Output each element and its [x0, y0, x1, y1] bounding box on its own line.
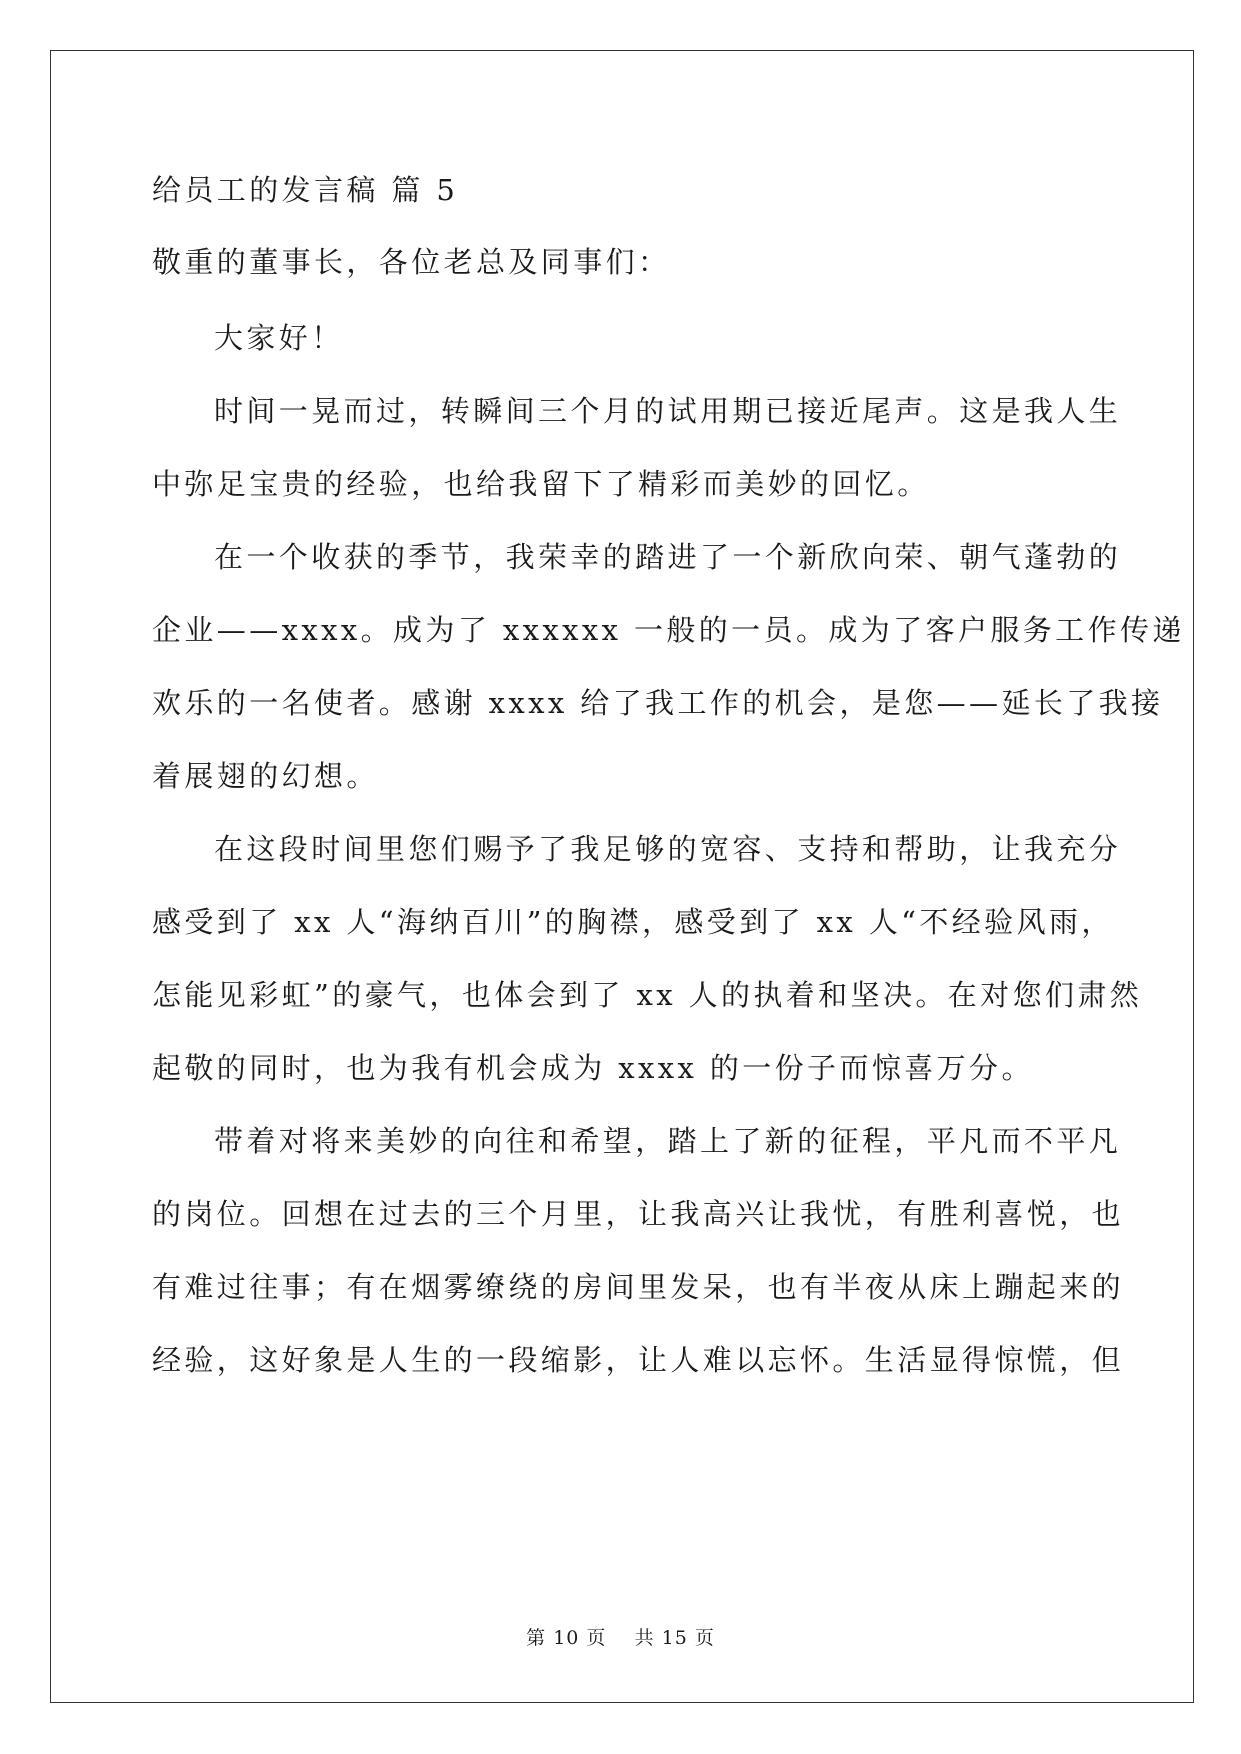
paragraph-2-line-4: 着展翅的幻想。: [152, 759, 379, 793]
paragraph-2-line-3: 欢乐的一名使者。感谢 xxxx 给了我工作的机会，是您——延长了我接: [152, 686, 1164, 720]
page-border: [50, 50, 1194, 1703]
paragraph-2-line-1: 在一个收获的季节，我荣幸的踏进了一个新欣向荣、朝气蓬勃的: [214, 540, 1122, 574]
paragraph-4-line-2: 的岗位。回想在过去的三个月里，让我高兴让我忧，有胜利喜悦，也: [152, 1197, 1125, 1231]
paragraph-4-line-3: 有难过往事；有在烟雾缭绕的房间里发呆，也有半夜从床上蹦起来的: [152, 1270, 1125, 1304]
paragraph-3-line-1: 在这段时间里您们赐予了我足够的宽容、支持和帮助，让我充分: [214, 832, 1122, 866]
greeting: 大家好！: [214, 321, 344, 355]
paragraph-1-line-1: 时间一晃而过，转瞬间三个月的试用期已接近尾声。这是我人生: [214, 394, 1122, 428]
paragraph-1-line-2: 中弥足宝贵的经验，也给我留下了精彩而美妙的回忆。: [152, 467, 930, 501]
paragraph-2-line-2: 企业——xxxx。成为了 xxxxxx 一般的一员。成为了客户服务工作传递: [152, 613, 1185, 647]
page-number-footer: 第 10 页 共 15 页: [526, 1627, 715, 1649]
paragraph-4-line-1: 带着对将来美妙的向往和希望，踏上了新的征程，平凡而不平凡: [214, 1124, 1122, 1158]
paragraph-3-line-3: 怎能见彩虹”的豪气，也体会到了 xx 人的执着和坚决。在对您们肃然: [152, 978, 1143, 1012]
salutation: 敬重的董事长，各位老总及同事们：: [152, 245, 671, 279]
paragraph-4-line-4: 经验，这好象是人生的一段缩影，让人难以忘怀。生活显得惊慌，但: [152, 1343, 1125, 1377]
paragraph-3-line-2: 感受到了 xx 人“海纳百川”的胸襟，感受到了 xx 人“不经验风雨，: [152, 905, 1114, 939]
paragraph-3-line-4: 起敬的同时，也为我有机会成为 xxxx 的一份子而惊喜万分。: [152, 1051, 1034, 1085]
document-title: 给员工的发言稿 篇 5: [152, 173, 459, 207]
